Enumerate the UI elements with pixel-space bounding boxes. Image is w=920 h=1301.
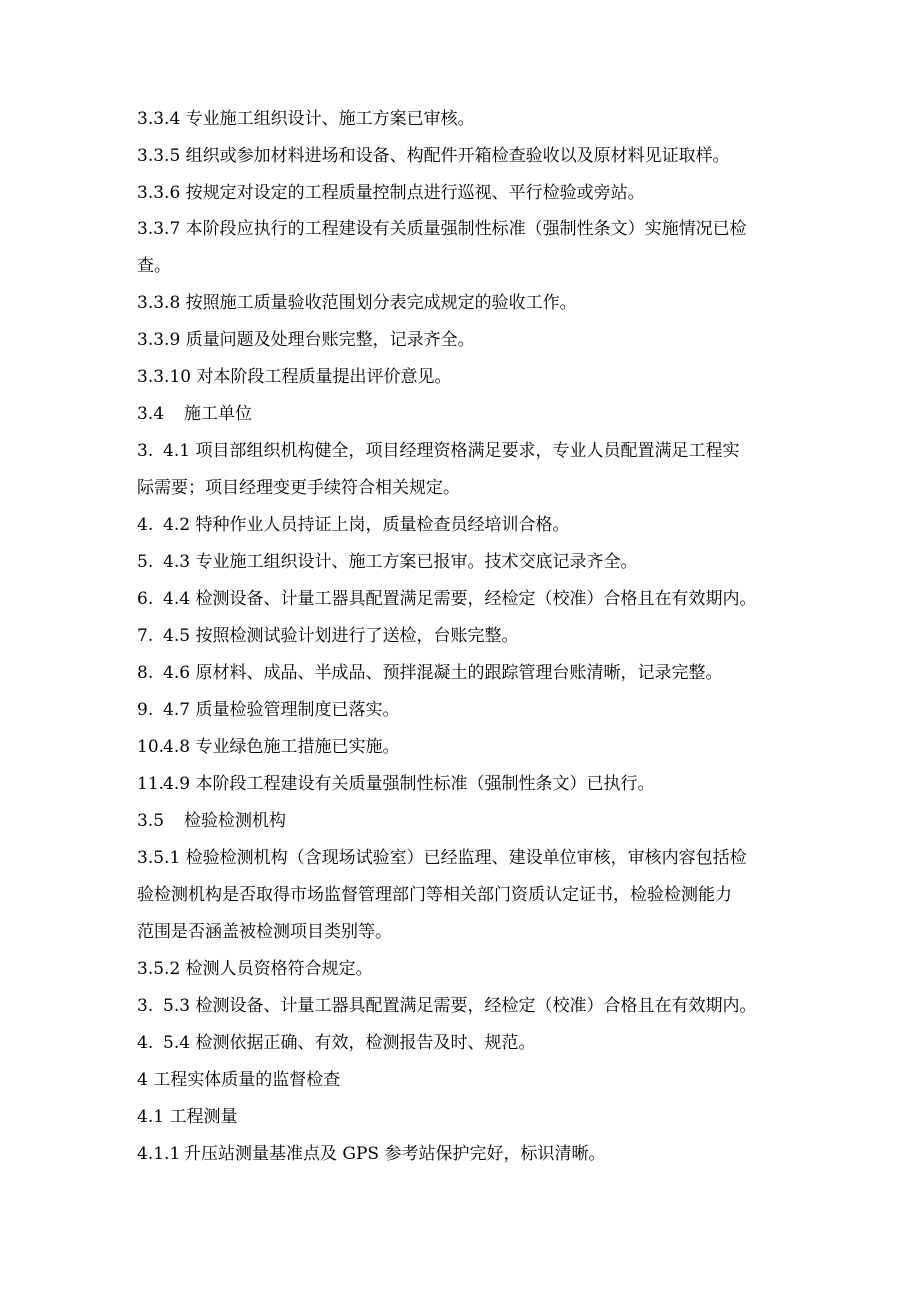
list-number: 7.	[137, 626, 154, 646]
list-item	[137, 698, 797, 722]
list-text: 4.7 质量检验管理制度已落实。	[163, 700, 400, 720]
section-title: 施工单位	[184, 404, 252, 424]
text-line: 查。	[137, 256, 171, 276]
list-number: 10.	[137, 737, 165, 757]
text-line: 际需要；项目经理变更手续符合相关规定。	[137, 478, 460, 498]
list-item	[137, 735, 797, 759]
text-line: 3.3.6 按规定对设定的工程质量控制点进行巡视、平行检验或旁站。	[137, 183, 645, 203]
list-number: 8.	[137, 663, 154, 683]
list-item	[137, 1031, 797, 1055]
list-item	[137, 624, 797, 648]
list-number: 5.	[137, 552, 154, 572]
section-number: 3.4	[137, 404, 165, 424]
text-line: 3.3.10 对本阶段工程质量提出评价意见。	[137, 367, 452, 387]
text-line: 3.3.7 本阶段应执行的工程建设有关质量强制性标准（强制性条文）实施情况已检	[137, 219, 747, 239]
list-item	[137, 550, 797, 574]
list-text: 4.2 特种作业人员持证上岗，质量检查员经培训合格。	[163, 515, 570, 535]
text-line: 3.5.1 检验检测机构（含现场试验室）已经监理、建设单位审核，审核内容包括检	[137, 848, 747, 868]
list-number: 4.	[137, 1033, 154, 1053]
section-heading	[137, 402, 797, 426]
list-number: 6.	[137, 589, 154, 609]
subsection-item	[137, 1142, 797, 1166]
list-number: 3.	[137, 441, 154, 461]
list-item	[137, 439, 797, 463]
list-item	[137, 587, 797, 611]
list-text: 4.6 原材料、成品、半成品、预拌混凝土的跟踪管理台账清晰，记录完整。	[163, 663, 723, 683]
list-item	[137, 661, 797, 685]
list-number: 11.	[137, 774, 165, 794]
subsection-text: 升压站测量基准点及 GPS 参考站保护完好，标识清晰。	[184, 1144, 606, 1164]
list-number: 4.	[137, 515, 154, 535]
text-line: 3.5.2 检测人员资格符合规定。	[137, 959, 373, 979]
section-title: 检验检测机构	[184, 811, 286, 831]
subsection-number: 4.1.1	[137, 1144, 181, 1164]
list-text: 4.9 本阶段工程建设有关质量强制性标准（强制性条文）已执行。	[163, 774, 655, 794]
list-text: 4.1 项目部组织机构健全，项目经理资格满足要求，专业人员配置满足工程实	[163, 441, 740, 461]
text-line: 3.3.8 按照施工质量验收范围划分表完成规定的验收工作。	[137, 293, 577, 313]
text-line: 验检测机构是否取得市场监督管理部门等相关部门资质认定证书，检验检测能力	[137, 885, 732, 905]
section-heading: 4.1 工程测量	[137, 1107, 238, 1127]
section-number: 3.5	[137, 811, 165, 831]
text-line: 范围是否涵盖被检测项目类别等。	[137, 922, 392, 942]
text-line: 3.3.4 专业施工组织设计、施工方案已审核。	[137, 109, 475, 129]
list-text: 4.8 专业绿色施工措施已实施。	[163, 737, 400, 757]
list-text: 4.4 检测设备、计量工器具配置满足需要，经检定（校准）合格且在有效期内。	[163, 589, 757, 609]
text-line: 3.3.5 组织或参加材料进场和设备、构配件开箱检查验收以及原材料见证取样。	[137, 146, 730, 166]
list-text: 4.5 按照检测试验计划进行了送检，台账完整。	[163, 626, 519, 646]
list-item	[137, 994, 797, 1018]
list-text: 5.3 检测设备、计量工器具配置满足需要，经检定（校准）合格且在有效期内。	[163, 996, 757, 1016]
text-line: 3.3.9 质量问题及处理台账完整，记录齐全。	[137, 330, 475, 350]
list-number: 3.	[137, 996, 154, 1016]
list-text: 5.4 检测依据正确、有效，检测报告及时、规范。	[163, 1033, 536, 1053]
list-number: 9.	[137, 700, 154, 720]
list-text: 4.3 专业施工组织设计、施工方案已报审。技术交底记录齐全。	[163, 552, 638, 572]
list-item	[137, 513, 797, 537]
chapter-heading: 4 工程实体质量的监督检查	[137, 1070, 341, 1090]
section-heading	[137, 809, 797, 833]
list-item	[137, 772, 797, 796]
